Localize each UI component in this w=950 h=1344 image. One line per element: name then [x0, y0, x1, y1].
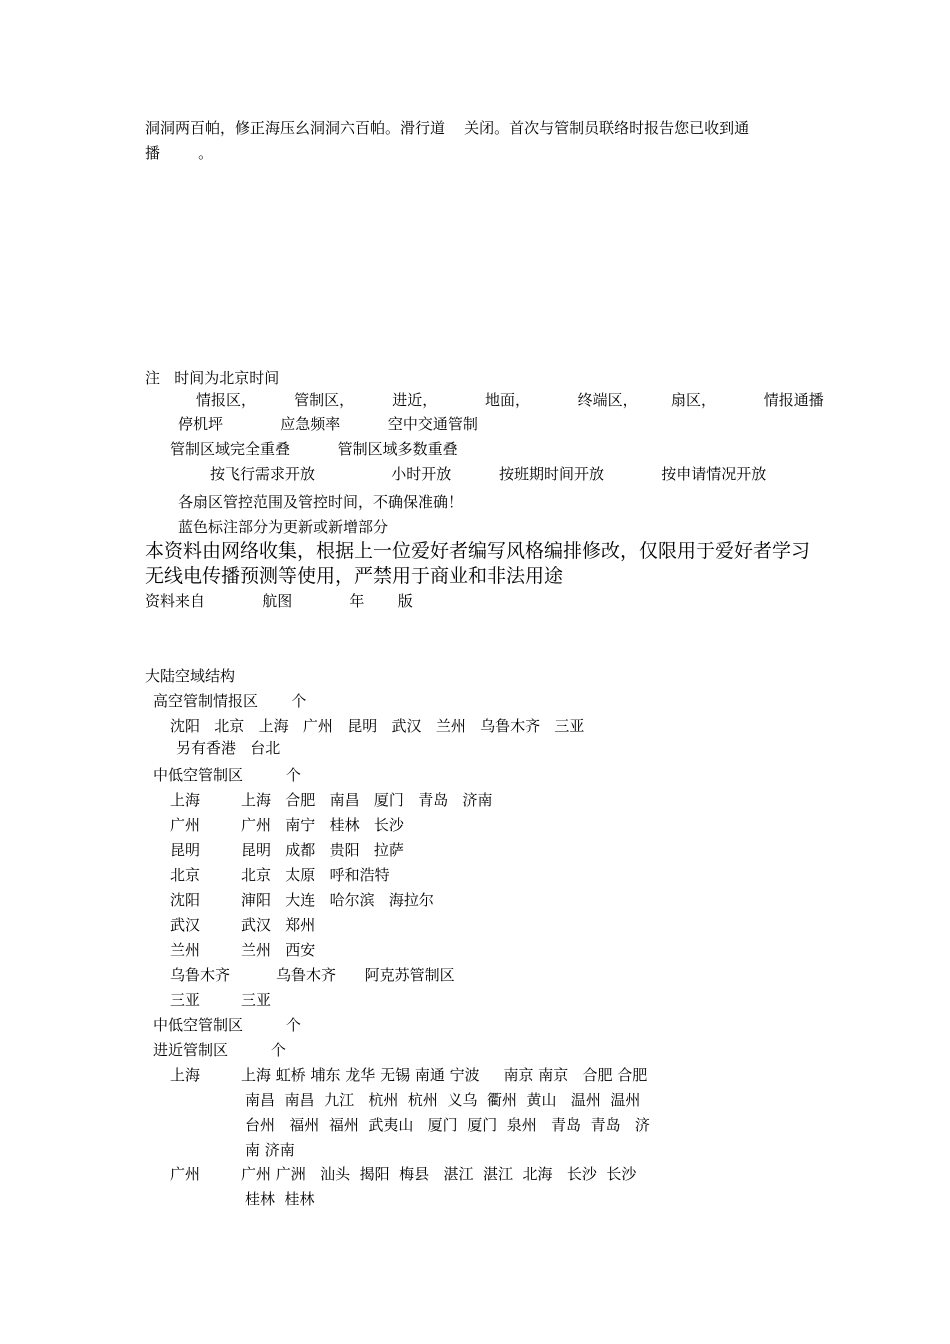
- acc-row-members: 兰州 西安: [241, 941, 316, 959]
- abbreviation-line-1: 情报区， 管制区， 进近， 地面， 终端区， 扇区， 情报通播: [196, 391, 824, 409]
- app-header: 进近管制区 个: [153, 1041, 286, 1059]
- blue-highlight-note: 蓝色标注部分为更新或新增部分: [178, 518, 389, 536]
- fir-header: 高空管制情报区 个: [153, 692, 307, 710]
- open-hours-legend: 按飞行需求开放 小时开放 按班期时间开放 按申请情况开放: [210, 465, 767, 483]
- acc-row-members: 北京 太原 呼和浩特: [241, 866, 390, 884]
- acc-row-name: 上海: [170, 791, 201, 809]
- acc-row-name: 兰州: [170, 941, 201, 959]
- app-region-line: 南昌 南昌 九江 杭州 杭州 义乌 衢州 黄山 温州 温州: [245, 1091, 641, 1109]
- source-line: 资料来自 航图 年 版: [145, 592, 413, 610]
- acc-row-members: 昆明 成都 贵阳 拉萨: [241, 841, 404, 859]
- intro-line-2: 播 。: [145, 144, 214, 162]
- app-region-name: 广州: [170, 1165, 201, 1183]
- section-title: 大陆空域结构: [145, 667, 236, 685]
- acc-row-name: 三亚: [170, 991, 201, 1009]
- fir-list: 沈阳 北京 上海 广州 昆明 武汉 兰州 乌鲁木齐 三亚: [170, 717, 585, 735]
- acc-row-members: 三亚: [241, 991, 272, 1009]
- abbreviation-line-2: 停机坪 应急频率 空中交通管制: [178, 415, 478, 433]
- acc-header-2: 中低空管制区 个: [153, 1016, 301, 1034]
- acc-row-members: 渖阳 大连 哈尔滨 海拉尔: [241, 891, 434, 909]
- app-region-line: 上海 虹桥 埔东 龙华 无锡 南通 宁波 南京 南京 合肥 合肥: [241, 1066, 648, 1084]
- acc-row-name: 武汉: [170, 916, 201, 934]
- acc-row-members: 武汉 郑州: [241, 916, 316, 934]
- acc-row-name: 沈阳: [170, 891, 201, 909]
- disclaimer-line-1: 本资料由网络收集，根据上一位爱好者编写风格编排修改，仅限用于爱好者学习: [145, 540, 811, 562]
- acc-row-name: 乌鲁木齐: [170, 966, 231, 984]
- intro-line-1: 洞洞两百帕，修正海压幺洞洞六百帕。滑行道 关闭。首次与管制员联络时报告您已收到通: [145, 119, 750, 137]
- acc-row-members: 乌鲁木齐 阿克苏管制区: [276, 966, 455, 984]
- app-region-name: 上海: [170, 1066, 201, 1084]
- fir-extra: 另有香港 台北: [176, 739, 281, 757]
- app-region-line: 桂林 桂林: [245, 1190, 315, 1208]
- app-region-line: 南 济南: [245, 1141, 295, 1159]
- acc-row-name: 北京: [170, 866, 201, 884]
- acc-row-name: 广州: [170, 816, 201, 834]
- acc-row-members: 广州 南宁 桂林 长沙: [241, 816, 404, 834]
- acc-row-name: 昆明: [170, 841, 201, 859]
- acc-header: 中低空管制区 个: [153, 766, 301, 784]
- time-note: 注 时间为北京时间: [145, 369, 280, 387]
- app-region-line: 台州 福州 福州 武夷山 厦门 厦门 泉州 青岛 青岛 济: [245, 1116, 650, 1134]
- app-region-line: 广州 广洲 汕头 揭阳 梅县 湛江 湛江 北海 长沙 长沙: [241, 1165, 637, 1183]
- sector-accuracy-note: 各扇区管控范围及管控时间，不确保准确！: [178, 493, 464, 511]
- overlap-legend: 管制区域完全重叠 管制区域多数重叠: [170, 440, 458, 458]
- disclaimer-line-2: 无线电传播预测等使用，严禁用于商业和非法用途: [145, 565, 564, 587]
- acc-row-members: 上海 合肥 南昌 厦门 青岛 济南: [241, 791, 493, 809]
